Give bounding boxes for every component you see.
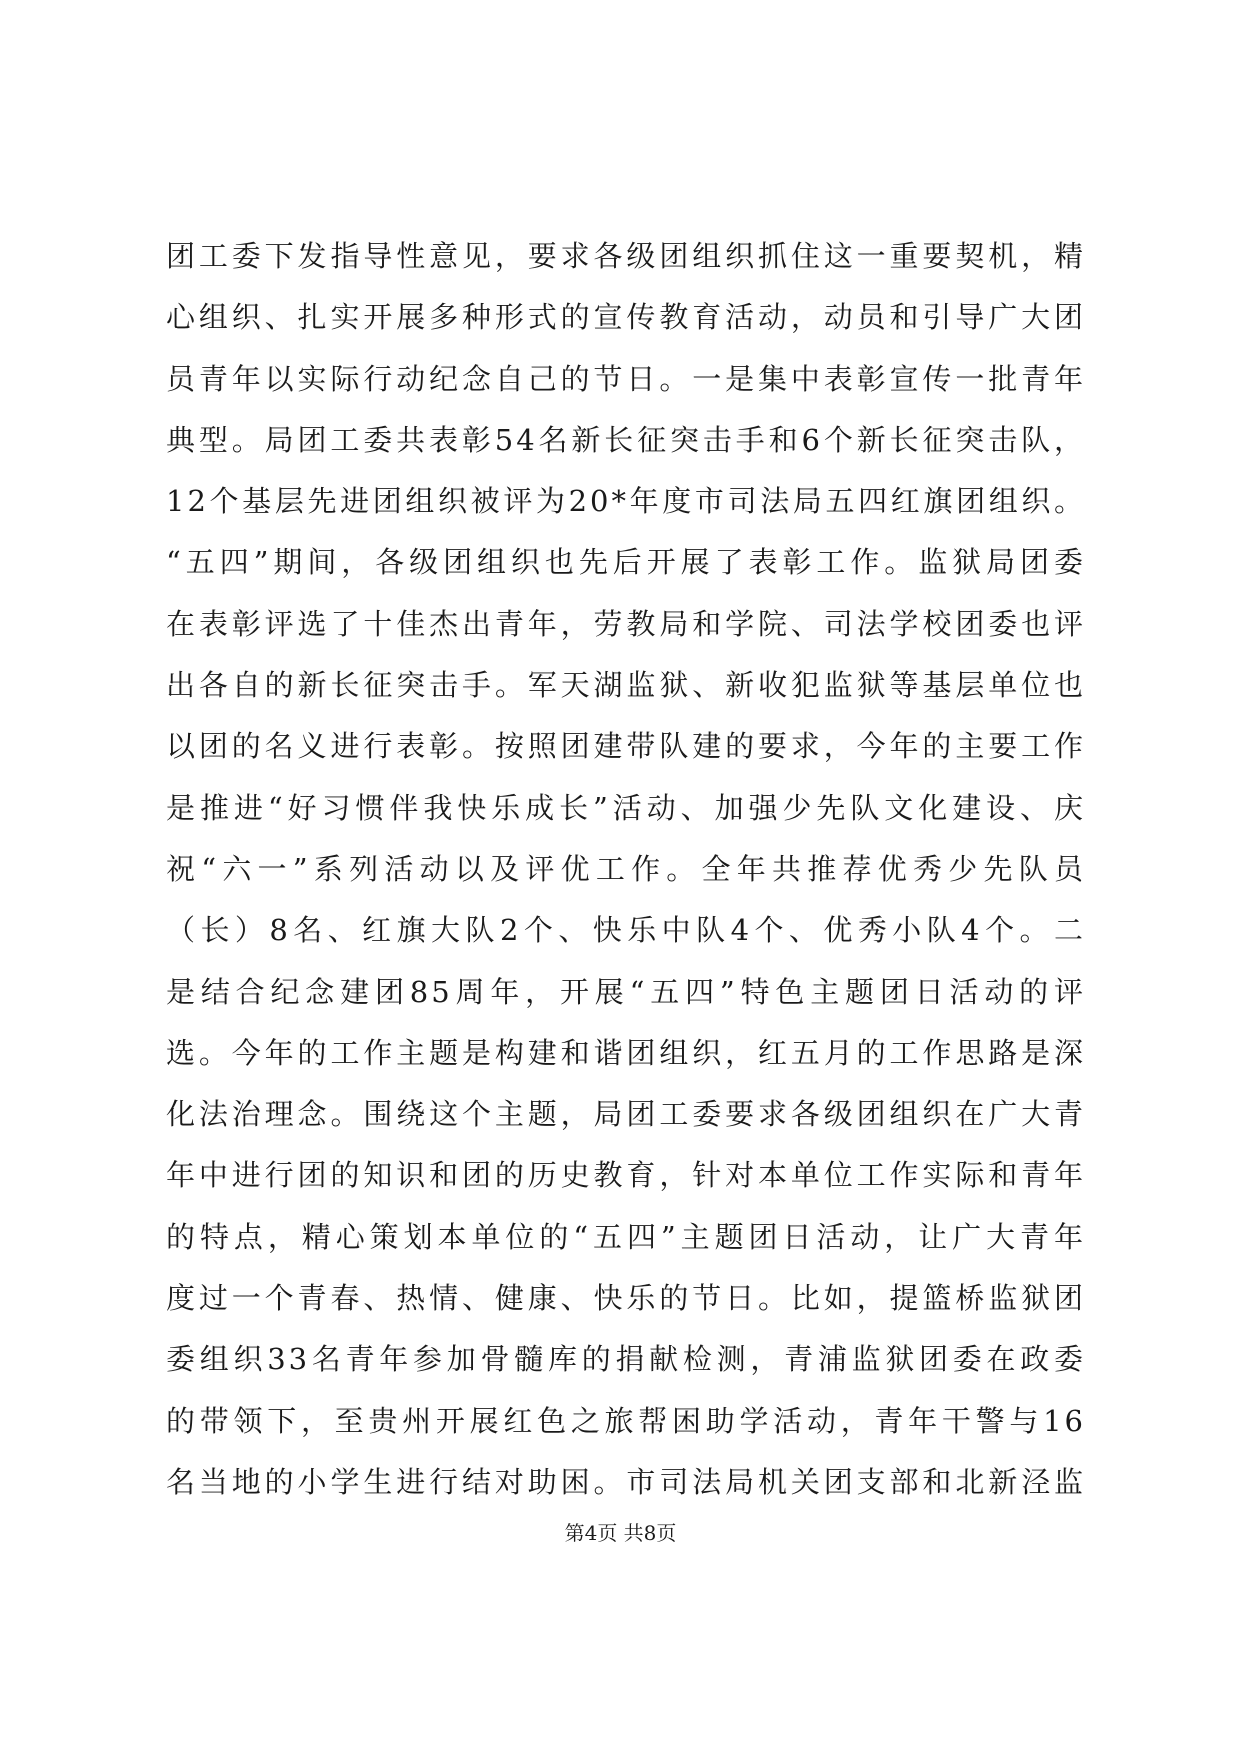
text-line: 12个基层先进团组织被评为20*年度市司法局五四红旗团组织。 — [166, 484, 1086, 519]
page-number-footer: 第4页 共8页 — [564, 1521, 677, 1545]
text-line: 在表彰评选了十佳杰出青年，劳教局和学院、司法学校团委也评 — [166, 606, 1086, 641]
text-line: 选。今年的工作主题是构建和谐团组织，红五月的工作思路是深 — [166, 1035, 1086, 1070]
text-line: 典型。局团工委共表彰54名新长征突击手和6个新长征突击队， — [166, 422, 1086, 457]
text-line: （长）8名、红旗大队2个、快乐中队4个、优秀小队4个。二 — [166, 913, 1086, 948]
body-text — [166, 226, 1086, 1513]
text-line: “五四”期间，各级团组织也先后开展了表彰工作。监狱局团委 — [166, 545, 1086, 580]
text-line: 年中进行团的知识和团的历史教育，针对本单位工作实际和青年 — [166, 1158, 1086, 1193]
text-line: 出各自的新长征突击手。军天湖监狱、新收犯监狱等基层单位也 — [166, 668, 1086, 703]
text-line: 心组织、扎实开展多种形式的宣传教育活动，动员和引导广大团 — [166, 300, 1086, 335]
text-line: 度过一个青春、热情、健康、快乐的节日。比如，提篮桥监狱团 — [166, 1281, 1086, 1316]
text-line: 的带领下，至贵州开展红色之旅帮困助学活动，青年干警与16 — [166, 1403, 1086, 1438]
text-line: 是结合纪念建团85周年，开展“五四”特色主题团日活动的评 — [166, 974, 1086, 1009]
text-line: 祝“六一”系列活动以及评优工作。全年共推荐优秀少先队员 — [166, 851, 1086, 886]
text-line: 名当地的小学生进行结对助困。市司法局机关团支部和北新泾监 — [166, 1464, 1086, 1499]
text-line: 以团的名义进行表彰。按照团建带队建的要求，今年的主要工作 — [166, 729, 1086, 764]
text-line: 员青年以实际行动纪念自己的节日。一是集中表彰宣传一批青年 — [166, 361, 1086, 396]
text-line: 化法治理念。围绕这个主题，局团工委要求各级团组织在广大青 — [166, 1097, 1086, 1132]
text-line: 团工委下发指导性意见，要求各级团组织抓住这一重要契机，精 — [166, 239, 1086, 273]
text-line: 委组织33名青年参加骨髓库的捐献检测，青浦监狱团委在政委 — [166, 1342, 1086, 1377]
text-line: 是推进“好习惯伴我快乐成长”活动、加强少先队文化建设、庆 — [166, 790, 1086, 825]
text-line: 的特点，精心策划本单位的“五四”主题团日活动，让广大青年 — [166, 1219, 1086, 1254]
